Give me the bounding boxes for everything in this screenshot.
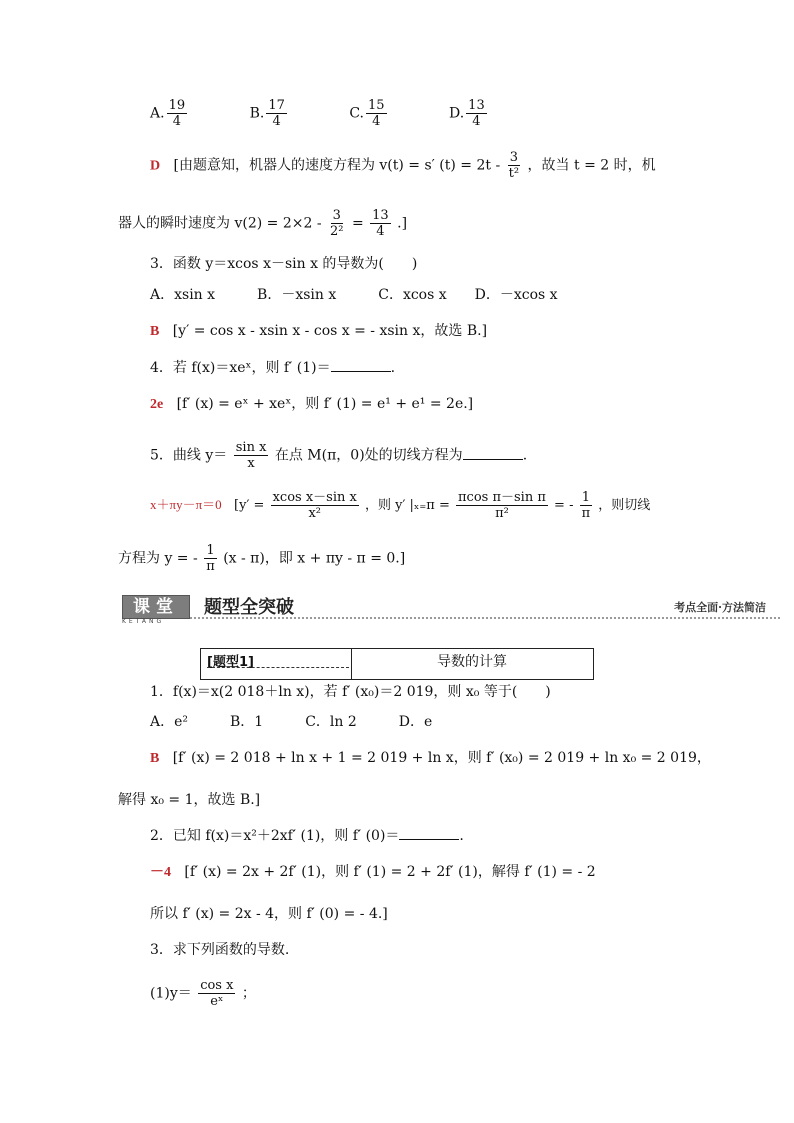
q3-stem: 3．函数 y＝xcos x－sin x 的导数为( ) (150, 256, 418, 272)
topic-table (200, 648, 594, 680)
answer-blank (331, 359, 391, 372)
section-sub: KETANG (122, 618, 165, 625)
p1-options: A．e² B．1 C．ln 2 D．e (150, 714, 433, 730)
answer-mark: D (150, 158, 161, 174)
answer-blank (399, 827, 459, 840)
q2-answer: D [由题意知，机器人的速度方程为 v(t) = s′ (t) = 2t - $\frac{3}{\text{t²}}$ ，故当 t = 2 时，机 (150, 150, 656, 181)
q3-options: A．xsin x B．－xsin x C．xcos x D．－xcos x (150, 287, 558, 303)
answer-mark: 2e (150, 397, 164, 412)
q2-answer-cont: 器人的瞬时速度为 v(2) = 2×2 - $\frac{3}{\text{2²}}$ = $\frac{13}{4}$ .] (118, 208, 408, 239)
p2-answer: －4 [f′ (x) = 2x + 2f′ (1)，则 f′ (1) = 2 + 2f′ (1)，解得 f′ (1) = - 2 (150, 864, 596, 880)
section-label: 课堂 (122, 595, 190, 619)
q4-stem: 4．若 f(x)＝xeˣ，则 f′ (1)＝ . (150, 360, 396, 376)
p1-answer-cont: 解得 x₀ = 1，故选 B.] (118, 792, 261, 808)
q4-answer: 2e [f′ (x) = eˣ + xeˣ，则 f′ (1) = e¹ + e¹ = 2e.] (150, 396, 474, 412)
q5-answer-cont: 方程为 y = - $\frac{1}{\pi}$ (x - π)，即 x + πy - π = 0.] (118, 543, 406, 574)
q2-options: A. $\frac{19}{4}$ B. $\frac{17}{4}$ C. $\frac{15}{4}$ D. $\frac{13}{4}$ (150, 98, 485, 129)
p3-sub1: (1)y＝ $\frac{\text{cos x}}{\text{eˣ}}$ ； (150, 978, 256, 1009)
answer-mark: x＋πy－π＝0 (150, 497, 222, 512)
topic-title: 导数的计算 (437, 654, 507, 670)
q5-answer: x＋πy－π＝0 [y′ = $\frac{\text{xcos x－sin x}}{\text{x²}}$ ，则 y′ |ₓ₌π = $\frac{\text{πcos π－sin π}}{\text{π²}}$ = - $\frac{1}{\pi}$ ，则切线 (150, 490, 651, 521)
answer-mark: B (150, 324, 160, 339)
p2-answer-cont: 所以 f′ (x) = 2x - 4，则 f′ (0) = - 4.] (150, 906, 388, 922)
p1-stem: 1．f(x)＝x(2 018＋ln x)，若 f′ (x₀)＝2 019，则 x₀ 等于( ) (150, 684, 551, 700)
section-tagline: 考点全面·方法简洁 (674, 601, 766, 614)
p2-stem: 2．已知 f(x)＝x²＋2xf′ (1)，则 f′ (0)＝ . (150, 828, 464, 844)
p3-stem: 3．求下列函数的导数. (150, 942, 290, 958)
section-banner (118, 593, 780, 629)
answer-mark: B (150, 751, 160, 766)
section-rule (190, 617, 780, 619)
q3-answer: B [y′ = cos x - xsin x - cos x = - xsin x，故选 B.] (150, 323, 488, 339)
topic-label-cell: [题型1] (201, 649, 352, 679)
q5-stem: 5．曲线 y＝ $\frac{\text{sin x}}{x}$ 在点 M(π，0)处的切线方程为 . (150, 440, 528, 471)
answer-mark: －4 (150, 865, 171, 880)
p1-answer: B [f′ (x) = 2 018 + ln x + 1 = 2 019 + ln x，则 f′ (x₀) = 2 019 + ln x₀ = 2 019， (150, 750, 711, 766)
answer-blank (463, 447, 523, 460)
section-title: 题型全突破 (204, 597, 294, 618)
